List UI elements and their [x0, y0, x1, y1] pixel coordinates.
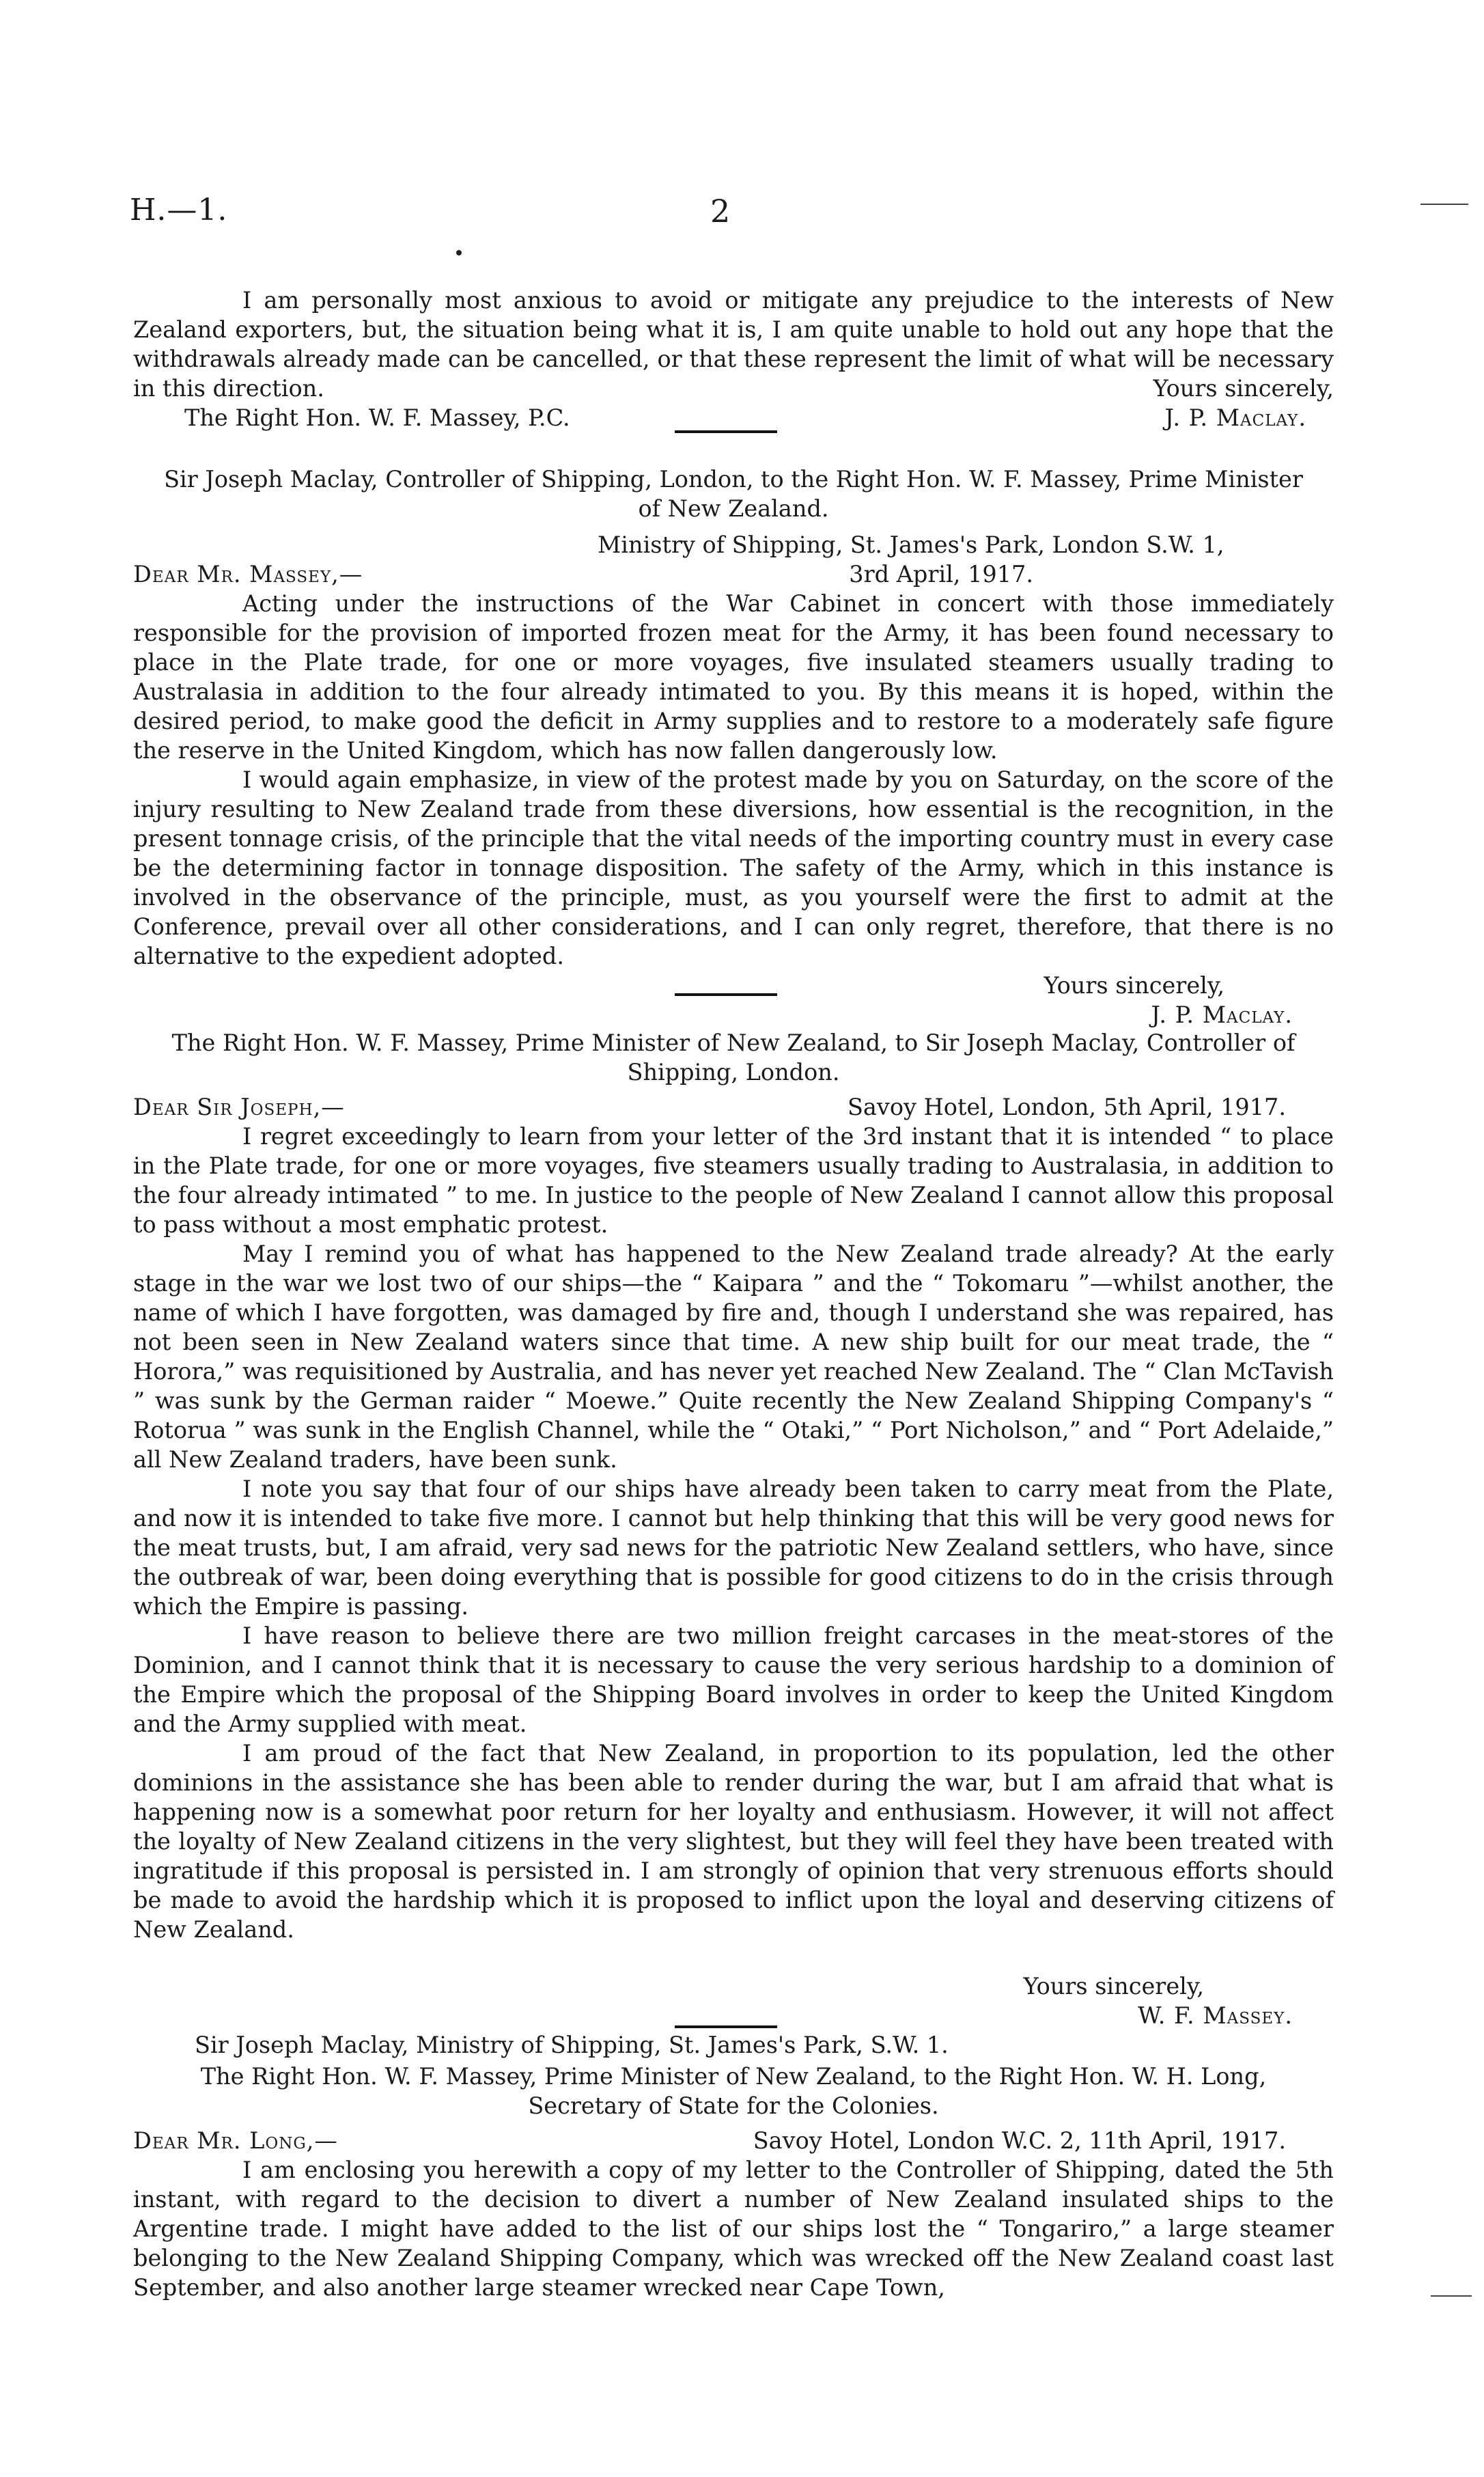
salutation: Dear Mr. Massey,— — [133, 561, 363, 587]
addressee: Sir Joseph Maclay, Ministry of Shipping, St. James's Park, S.W. 1. — [195, 2032, 949, 2058]
section-divider — [675, 430, 777, 433]
salutation: Dear Sir Joseph,— — [133, 1094, 345, 1120]
address-date: Savoy Hotel, London W.C. 2, 11th April, 1917. — [753, 2127, 1286, 2154]
letter-date: 3rd April, 1917. — [849, 561, 1033, 587]
margin-mark-bottom — [1431, 2295, 1472, 2297]
signature: J. P. Maclay. — [1151, 1001, 1293, 1028]
letter-massey-to-long — [133, 2062, 1334, 2302]
sender-address: Ministry of Shipping, St. James's Park, London S.W. 1, — [598, 531, 1224, 558]
paragraph: I would again emphasize, in view of the protest made by you on Saturday, on the score of the injury resulting to New Zealand trade from these diversions, how essential is the recognition, in the present tonnage crisis, of the principle that the vital needs of the importing country must in every case be the determining factor in tonnage disposition. The safety of the Army, which in this instance is involved in the observance of the principle, must, as you yourself were the first to admit at the Conference, prevail over all other considerations, and I can only regret, therefore, that there is no alternative to the expedient adopted. — [133, 766, 1334, 969]
salutation: Dear Mr. Long,— — [133, 2127, 338, 2154]
ink-dot — [456, 250, 462, 255]
closing: Yours sincerely, — [1044, 972, 1224, 999]
addressee: The Right Hon. W. F. Massey, P.C. — [184, 404, 570, 431]
section-divider — [675, 993, 777, 996]
letter-heading: Sir Joseph Maclay, Controller of Shipping, London, to the Right Hon. W. F. Massey, Prime Minister of New Zealand. — [164, 466, 1303, 522]
paragraph: I am enclosing you herewith a copy of my letter to the Controller of Shipping, dated the 5th instant, with regard to the decision to divert a number of New Zealand insulated ships to the Argentine trade. I might have added to the list of our ships lost the “ Tongariro,” a large steamer belonging to the New Zealand Shipping Company, which was wrecked off the New Zealand coast last September, and also another large steamer wrecked near Cape Town, — [133, 2157, 1334, 2301]
closing: Yours sincerely, — [1153, 375, 1334, 402]
paragraph: I have reason to believe there are two million freight carcases in the meat-stores of the Dominion, and I cannot think that it is necessary to cause the very serious hardship to a dominion of the Empire which the proposal of the Shipping Board involves in order to keep the United Kingdom and the Army supplied with meat. — [133, 1622, 1334, 1737]
margin-mark-top — [1420, 204, 1468, 205]
paragraph: I regret exceedingly to learn from your letter of the 3rd instant that it is intended “ to place in the Plate trade, for one or more voyages, five steamers usually trading to Australasia, in addition to the four already intimated ” to me. In justice to the people of New Zealand I cannot allow this proposal to pass without a most emphatic protest. — [133, 1123, 1334, 1238]
paragraph: I am personally most anxious to avoid or mitigate any prejudice to the interests of New Zealand exporters, but, the situation being what it is, I am quite unable to hold out any hope that the withdrawals already made can be cancelled, or that these represent the limit of what will be necessary in this direction. — [133, 287, 1334, 402]
closing: Yours sincerely, — [1023, 1973, 1204, 1999]
letter-closing-section — [133, 286, 1334, 432]
letter-maclay-to-massey — [133, 465, 1334, 1029]
letter-heading: The Right Hon. W. F. Massey, Prime Minister of New Zealand, to Sir Joseph Maclay, Controller of Shipping, London. — [171, 1029, 1296, 1085]
letter-massey-to-maclay — [133, 1028, 1334, 2060]
paragraph: May I remind you of what has happened to the New Zealand trade already? At the early stage in the war we lost two of our ships—the “ Kaipara ” and the “ Tokomaru ”—whilst another, the name of which I have forgotten, was damaged by fire and, though I understand she was repaired, has not been seen in New Zealand waters since that time. A new ship built for our meat trade, the “ Horora,” was requisitioned by Australia, and has never yet reached New Zealand. The “ Clan McTavish ” was sunk by the German raider “ Moewe.” Quite recently the New Zealand Shipping Company's “ Rotorua ” was sunk in the English Channel, while the “ Otaki,” “ Port Nicholson,” and “ Port Adelaide,” all New Zealand traders, have been sunk. — [133, 1241, 1334, 1473]
letter-heading: The Right Hon. W. F. Massey, Prime Minister of New Zealand, to the Right Hon. W. H. Long, Secretary of State for the Colonies. — [200, 2063, 1267, 2119]
paragraph: I am proud of the fact that New Zealand, in proportion to its population, led the other dominions in the assistance she has been able to render during the war, but I am afraid that what is happening now is a somewhat poor return for her loyalty and enthusiasm. However, it will not affect the loyalty of New Zealand citizens in the very slightest, but they will feel they have been treated with ingratitude if this proposal is persisted in. I am strongly of opinion that very strenuous efforts should be made to avoid the hardship which it is proposed to inflict upon the loyal and deserving citizens of New Zealand. — [133, 1740, 1334, 1943]
document-code: H.—1. — [130, 193, 228, 227]
page-number: 2 — [710, 193, 731, 230]
paragraph: Acting under the instructions of the War Cabinet in concert with those immediately responsible for the provision of imported frozen meat for the Army, it has been found necessary to place in the Plate trade, for one or more voyages, five insulated steamers usually trading to Australasia in addition to the four already intimated to you. By this means it is hoped, within the desired period, to make good the deficit in Army supplies and to restore to a moderately safe figure the reserve in the United Kingdom, which has now fallen dangerously low. — [133, 590, 1334, 764]
address-date: Savoy Hotel, London, 5th April, 1917. — [847, 1094, 1286, 1120]
section-divider — [675, 2025, 777, 2028]
signature: W. F. Massey. — [1138, 2002, 1293, 2029]
signature: J. P. Maclay. — [1164, 404, 1306, 431]
paragraph: I note you say that four of our ships have already been taken to carry meat from the Plate, and now it is intended to take five more. I cannot but help thinking that this will be very good news for the meat trusts, but, I am afraid, very sad news for the patriotic New Zealand settlers, who have, since the outbreak of war, been doing everything that is possible for good citizens to do in the crisis through which the Empire is passing. — [133, 1476, 1334, 1620]
